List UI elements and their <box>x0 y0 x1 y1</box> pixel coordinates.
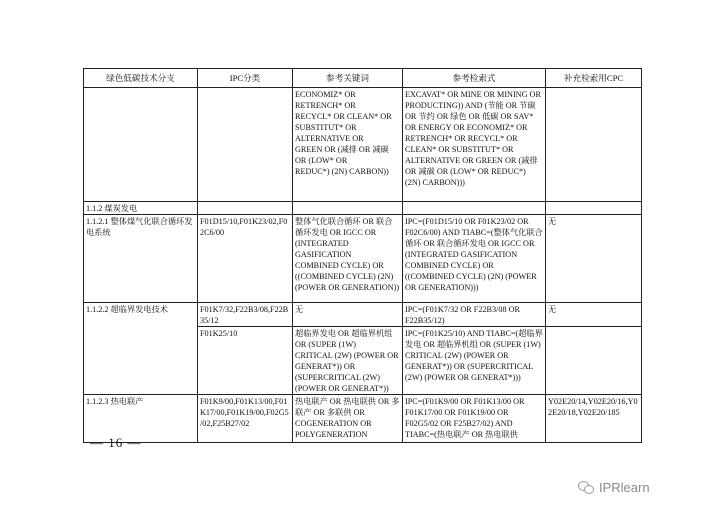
table-header-row <box>84 69 642 88</box>
section-row <box>84 202 642 215</box>
cell-branch <box>84 88 198 202</box>
cell-empty <box>198 202 293 215</box>
cell-query: IPC=(F01K7/32 OR F22B3/08 OR F22B35/12) <box>403 303 546 327</box>
header-query: 参考检索式 <box>403 69 546 88</box>
cell-cpc: Y02E20/14,Y02E20/16,Y02E20/18,Y02E20/185 <box>546 395 642 443</box>
cell-ipc: F01K7/32,F22B3/08,F22B35/12 <box>198 303 293 327</box>
header-ipc: IPC分类 <box>198 69 293 88</box>
cell-section-label: 1.1.2 煤炭发电 <box>84 202 198 215</box>
header-branch: 绿色低碳技术分支 <box>84 69 198 88</box>
cell-empty <box>546 202 642 215</box>
cell-branch: 1.1.2.3 热电联产 <box>84 395 198 443</box>
table-row <box>84 303 642 327</box>
page-number: — 16 — <box>90 435 142 450</box>
cell-ipc <box>198 88 293 202</box>
watermark-text: IPRlearn <box>599 480 650 495</box>
cell-query: IPC=(F01K9/00 OR F01K13/00 OR F01K17/00 OR F01K19/00 OR F02G5/02 OR F25B27/02) AND TIABC=(热电联产 OR 热电联供 <box>403 395 546 443</box>
header-cpc: 补充检索用CPC <box>546 69 642 88</box>
cell-empty <box>403 202 546 215</box>
cell-cpc: 无 <box>546 215 642 303</box>
cell-query: IPC=(F01K25/10) AND TIABC=(超临界发电 OR 超临界机组 OR (SUPER (1W) CRITICAL (2W) (POWER OR GENERAT*)) OR (SUPERCRITICAL (2W) (POWER OR GENERAT*))) <box>403 327 546 395</box>
cell-ipc: F01D15/10,F01K23/02,F02C6/00 <box>198 215 293 303</box>
cell-empty <box>293 202 403 215</box>
wechat-icon <box>578 481 594 494</box>
cell-ipc: F01K25/10 <box>198 327 293 395</box>
cell-keywords: 整体气化联合循环 OR 联合循环发电 OR IGCC OR (INTEGRATED GASIFICATION COMBINED CYCLE) OR ((COMBINED CYCLE) (2N) (POWER OR GENERATION)) <box>293 215 403 303</box>
cell-keywords: 热电联产 OR 热电联供 OR 多联产 OR 多联供 OR COGENERATION OR POLYGENERATION <box>293 395 403 443</box>
cell-branch: 1.1.2.1 整体煤气化联合循环发电系统 <box>84 215 198 303</box>
cell-query: IPC=(F01D15/10 OR F01K23/02 OR F02C6/00) AND TIABC=(整体气化联合循环 OR 联合循环发电 OR IGCC OR (INTEGRATED GASIFICATION COMBINED CYCLE) OR ((COMBINED CYCLE) (2N) (POWER OR GENERATION))) <box>403 215 546 303</box>
table-row <box>84 88 642 202</box>
cell-cpc: 无 <box>546 303 642 327</box>
classification-table <box>83 68 642 443</box>
cell-keywords: ECONOMIZ* OR RETRENCH* OR RECYCL* OR CLEAN* OR SUBSTITUT* OR ALTERNATIVE OR GREEN OR (减排 OR 减碳 OR (LOW* OR REDUC*) (2N) CARBON)) <box>293 88 403 202</box>
watermark <box>578 480 650 495</box>
cell-keywords: 无 <box>293 303 403 327</box>
cell-keywords: 超临界发电 OR 超临界机组 OR (SUPER (1W) CRITICAL (2W) (POWER OR GENERAT*)) OR (SUPERCRITICAL (2W) (POWER OR GENERAT*)) <box>293 327 403 395</box>
header-keywords: 参考关键词 <box>293 69 403 88</box>
cell-empty <box>546 327 642 395</box>
table-row <box>84 395 642 443</box>
cell-branch: 1.1.2.2 超临界发电技术 <box>84 303 198 395</box>
cell-cpc <box>546 88 642 202</box>
cell-ipc: F01K9/00,F01K13/00,F01K17/00,F01K19/00,F02G5/02,F25B27/02 <box>198 395 293 443</box>
cell-query: EXCAVAT* OR MINE OR MINING OR PRODUCTING)) AND (节能 OR 节碳 OR 节约 OR 绿色 OR 低碳 OR SAV* OR ENERGY OR ECONOMIZ* OR RETRENCH* OR RECYCL* OR CLEAN* OR SUBSTITUT* OR ALTERNATIVE OR GREEN OR (减排 OR 减碳 OR (LOW* OR REDUC*) (2N) CARBON))) <box>403 88 546 202</box>
table-row <box>84 215 642 303</box>
